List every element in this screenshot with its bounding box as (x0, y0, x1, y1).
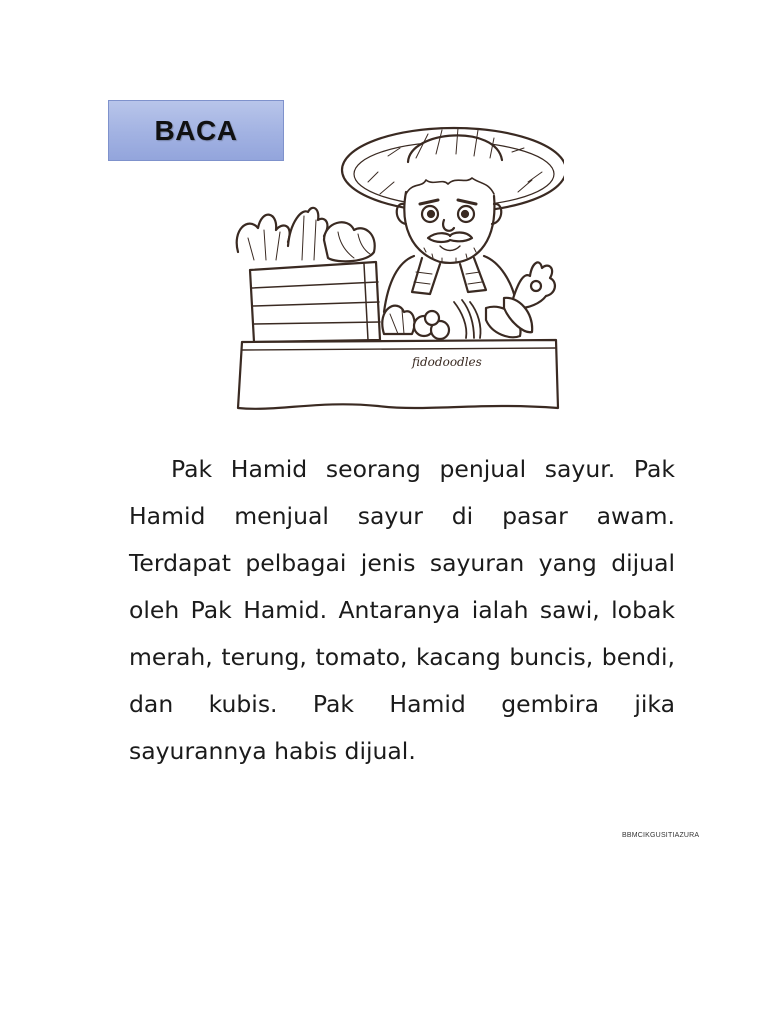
passage-text: Pak Hamid seorang penjual sayur. Pak Hamid menjual sayur di pasar awam. Terdapat pelbagai jenis sayuran yang dijual oleh Pak Hamid. Antaranya ialah sawi, lobak merah, terung, tomato, kacang buncis, bendi, dan kubis. Pak Hamid gembira jika sayurannya habis dijual. (129, 455, 675, 765)
illustration-signature: fidodoodles (412, 355, 482, 369)
vegetable-seller-illustration (228, 112, 564, 418)
badge-label: BACA (154, 114, 238, 146)
author-credit: BBMCIKGUSITIAZURA (622, 832, 700, 839)
reading-passage (129, 446, 675, 775)
